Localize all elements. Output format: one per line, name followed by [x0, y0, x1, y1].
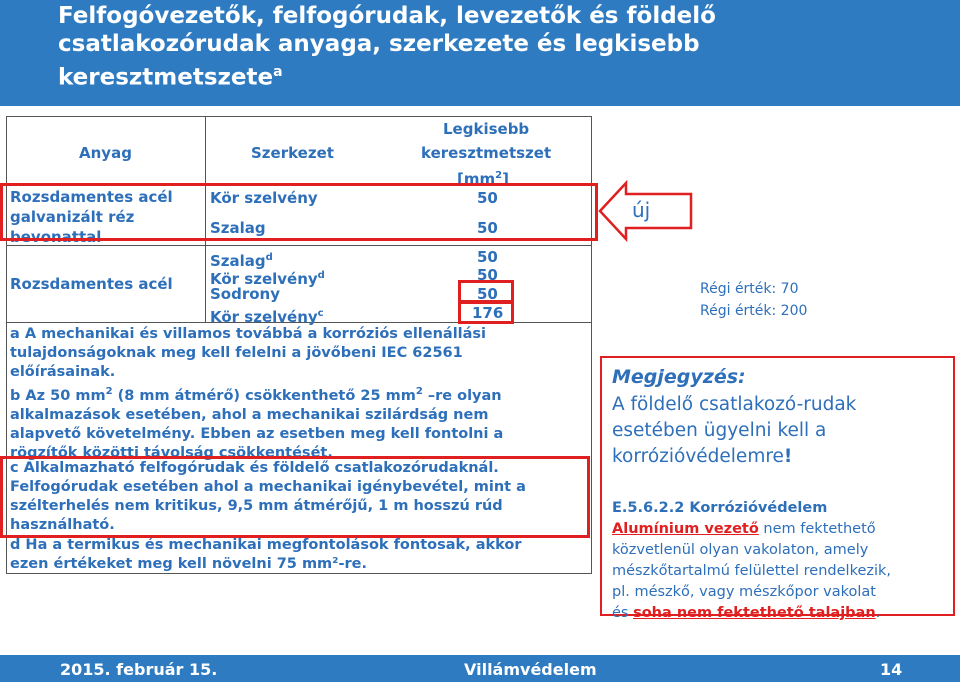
row2-structure-2-sup: d — [317, 270, 325, 281]
standard-highlight: soha nem fektethető talajban — [633, 605, 876, 621]
standard-title: orrózióvédelem — [700, 500, 828, 516]
note-b-line: alapvető követelmény. Ebben az esetben meg kell fontolni a — [10, 425, 504, 442]
standard-text: . — [875, 605, 881, 621]
note-text-span: korrózióvédelemre — [612, 446, 784, 467]
row2-structure-4-sup: c — [317, 308, 324, 319]
note-a-line: előírásainak. — [10, 364, 116, 380]
row2-value-3: 50 — [477, 285, 498, 303]
note-a — [10, 325, 588, 382]
standard-text: és — [612, 605, 634, 621]
row2-value-2: 50 — [477, 266, 498, 284]
note-b-line: rögzítők közötti távolság csökkentését. — [10, 444, 333, 461]
note-a-line: a A mechanikai és villamos továbbá a korróziós ellenállási — [10, 326, 487, 342]
note-text — [612, 392, 947, 470]
row2-structure-3: Sodrony — [210, 285, 281, 303]
slide-footer — [0, 655, 960, 682]
header-legkisebb: Legkisebb — [443, 120, 530, 138]
header-unit-close: ] — [502, 170, 509, 188]
note-text-excl: ! — [783, 446, 793, 467]
highlight-box-new-row — [0, 183, 598, 241]
title-line-3-text: keresztmetszete — [58, 64, 274, 91]
note-text-line: A földelő csatlakozó-rudak — [612, 394, 857, 415]
row2-material: Rozsdamentes acél — [10, 275, 173, 293]
note-b-line: alkalmazások esetében, ahol a mechanikai szilárdság nem — [10, 406, 489, 423]
title-line-3 — [58, 58, 938, 92]
row1-material-line1: Rozsdamentes acél — [10, 188, 173, 206]
note-c-line: c Alkalmazható felfogórudak és földelő csatlakozórudaknál. — [10, 460, 499, 476]
header-unit-sup: 2 — [495, 170, 503, 181]
row2-structure-1-text: Szalag — [210, 252, 266, 270]
footer-page-number: 14 — [880, 660, 903, 679]
note-b-sup: 2 — [415, 386, 423, 397]
slide-header — [0, 0, 960, 106]
note-b-text: –re olyan — [422, 387, 502, 404]
row2-structure-1-sup: d — [265, 252, 273, 263]
note-heading: Megjegyzés: — [612, 366, 746, 388]
standard-excerpt — [612, 498, 950, 624]
note-a-line: tulajdonságoknak meg kell felelni a jövőbeni IEC 62561 — [10, 345, 463, 361]
row2-value-4: 176 — [472, 304, 504, 322]
new-label: új — [632, 198, 651, 222]
row1-structure-2: Szalag — [210, 219, 266, 237]
standard-highlight: Alumínium vezető — [612, 521, 759, 537]
old-value-200: Régi érték: 200 — [700, 303, 808, 319]
row1-material-line3: bevonattal — [10, 228, 102, 246]
note-panel — [600, 356, 955, 621]
header-szerkezet: Szerkezet — [251, 144, 334, 162]
highlight-box-note-c — [0, 456, 590, 538]
note-text-line: esetében ügyelni kell a — [612, 420, 827, 441]
note-b — [10, 382, 588, 463]
slide-title — [58, 2, 938, 92]
note-b-sup: 2 — [105, 386, 113, 397]
standard-heading — [612, 498, 950, 519]
standard-code: E.5.6.2.2 K — [612, 500, 701, 516]
row2-structure-2-text: Kör szelvény — [210, 270, 318, 288]
note-b-text: (8 mm átmérő) csökkenthető 25 mm — [112, 387, 416, 404]
note-d-line: ezen értékeket meg kell növelni 75 mm²-re. — [10, 556, 368, 572]
row2-structure-4-text: Kör szelvény — [210, 308, 318, 326]
row1-material-line2: galvanizált réz — [10, 208, 135, 226]
title-line-2: csatlakozórudak anyaga, szerkezete és legkisebb — [58, 31, 700, 57]
old-value-70: Régi érték: 70 — [700, 281, 799, 297]
header-anyag: Anyag — [79, 144, 132, 162]
title-footnote-mark: a — [273, 64, 283, 80]
footer-date: 2015. február 15. — [60, 660, 218, 679]
standard-text: nem fektethető — [758, 521, 876, 537]
standard-line: pl. mészkő, vagy mészkőpor vakolat — [612, 584, 876, 600]
row2-structure-4 — [210, 305, 324, 326]
highlight-box-kor — [458, 300, 514, 324]
note-b-text: b Az 50 mm — [10, 387, 106, 404]
standard-line — [612, 603, 950, 624]
header-keresztmetszet: keresztmetszet — [421, 144, 552, 162]
row1-value-1: 50 — [477, 189, 498, 207]
note-d-line: d Ha a termikus és mechanikai megfontolások fontosak, akkor — [10, 537, 522, 553]
note-c-line: Felfogórudak esetében ahol a mechanikai igénybevétel, mint a — [10, 479, 526, 495]
note-d — [10, 536, 588, 574]
footer-topic: Villámvédelem — [464, 660, 597, 679]
row1-structure-1: Kör szelvény — [210, 189, 318, 207]
standard-line: közvetlenül olyan vakolaton, amely — [612, 542, 869, 558]
standard-line: mészkőtartalmú felülettel rendelkezik, — [612, 563, 892, 579]
title-line-1: Felfogóvezetők, felfogórudak, levezetők és földelő — [58, 3, 716, 29]
note-c-line: szélterhelés nem kritikus, 9,5 mm átmérőjű, 1 m hosszú rúd — [10, 498, 503, 514]
row2-value-1: 50 — [477, 248, 498, 266]
note-c-line: használható. — [10, 517, 115, 533]
note-b-line — [10, 382, 588, 406]
row1-value-2: 50 — [477, 219, 498, 237]
note-text-line — [612, 444, 947, 470]
standard-line — [612, 519, 950, 540]
header-unit-text: [mm — [457, 170, 496, 188]
